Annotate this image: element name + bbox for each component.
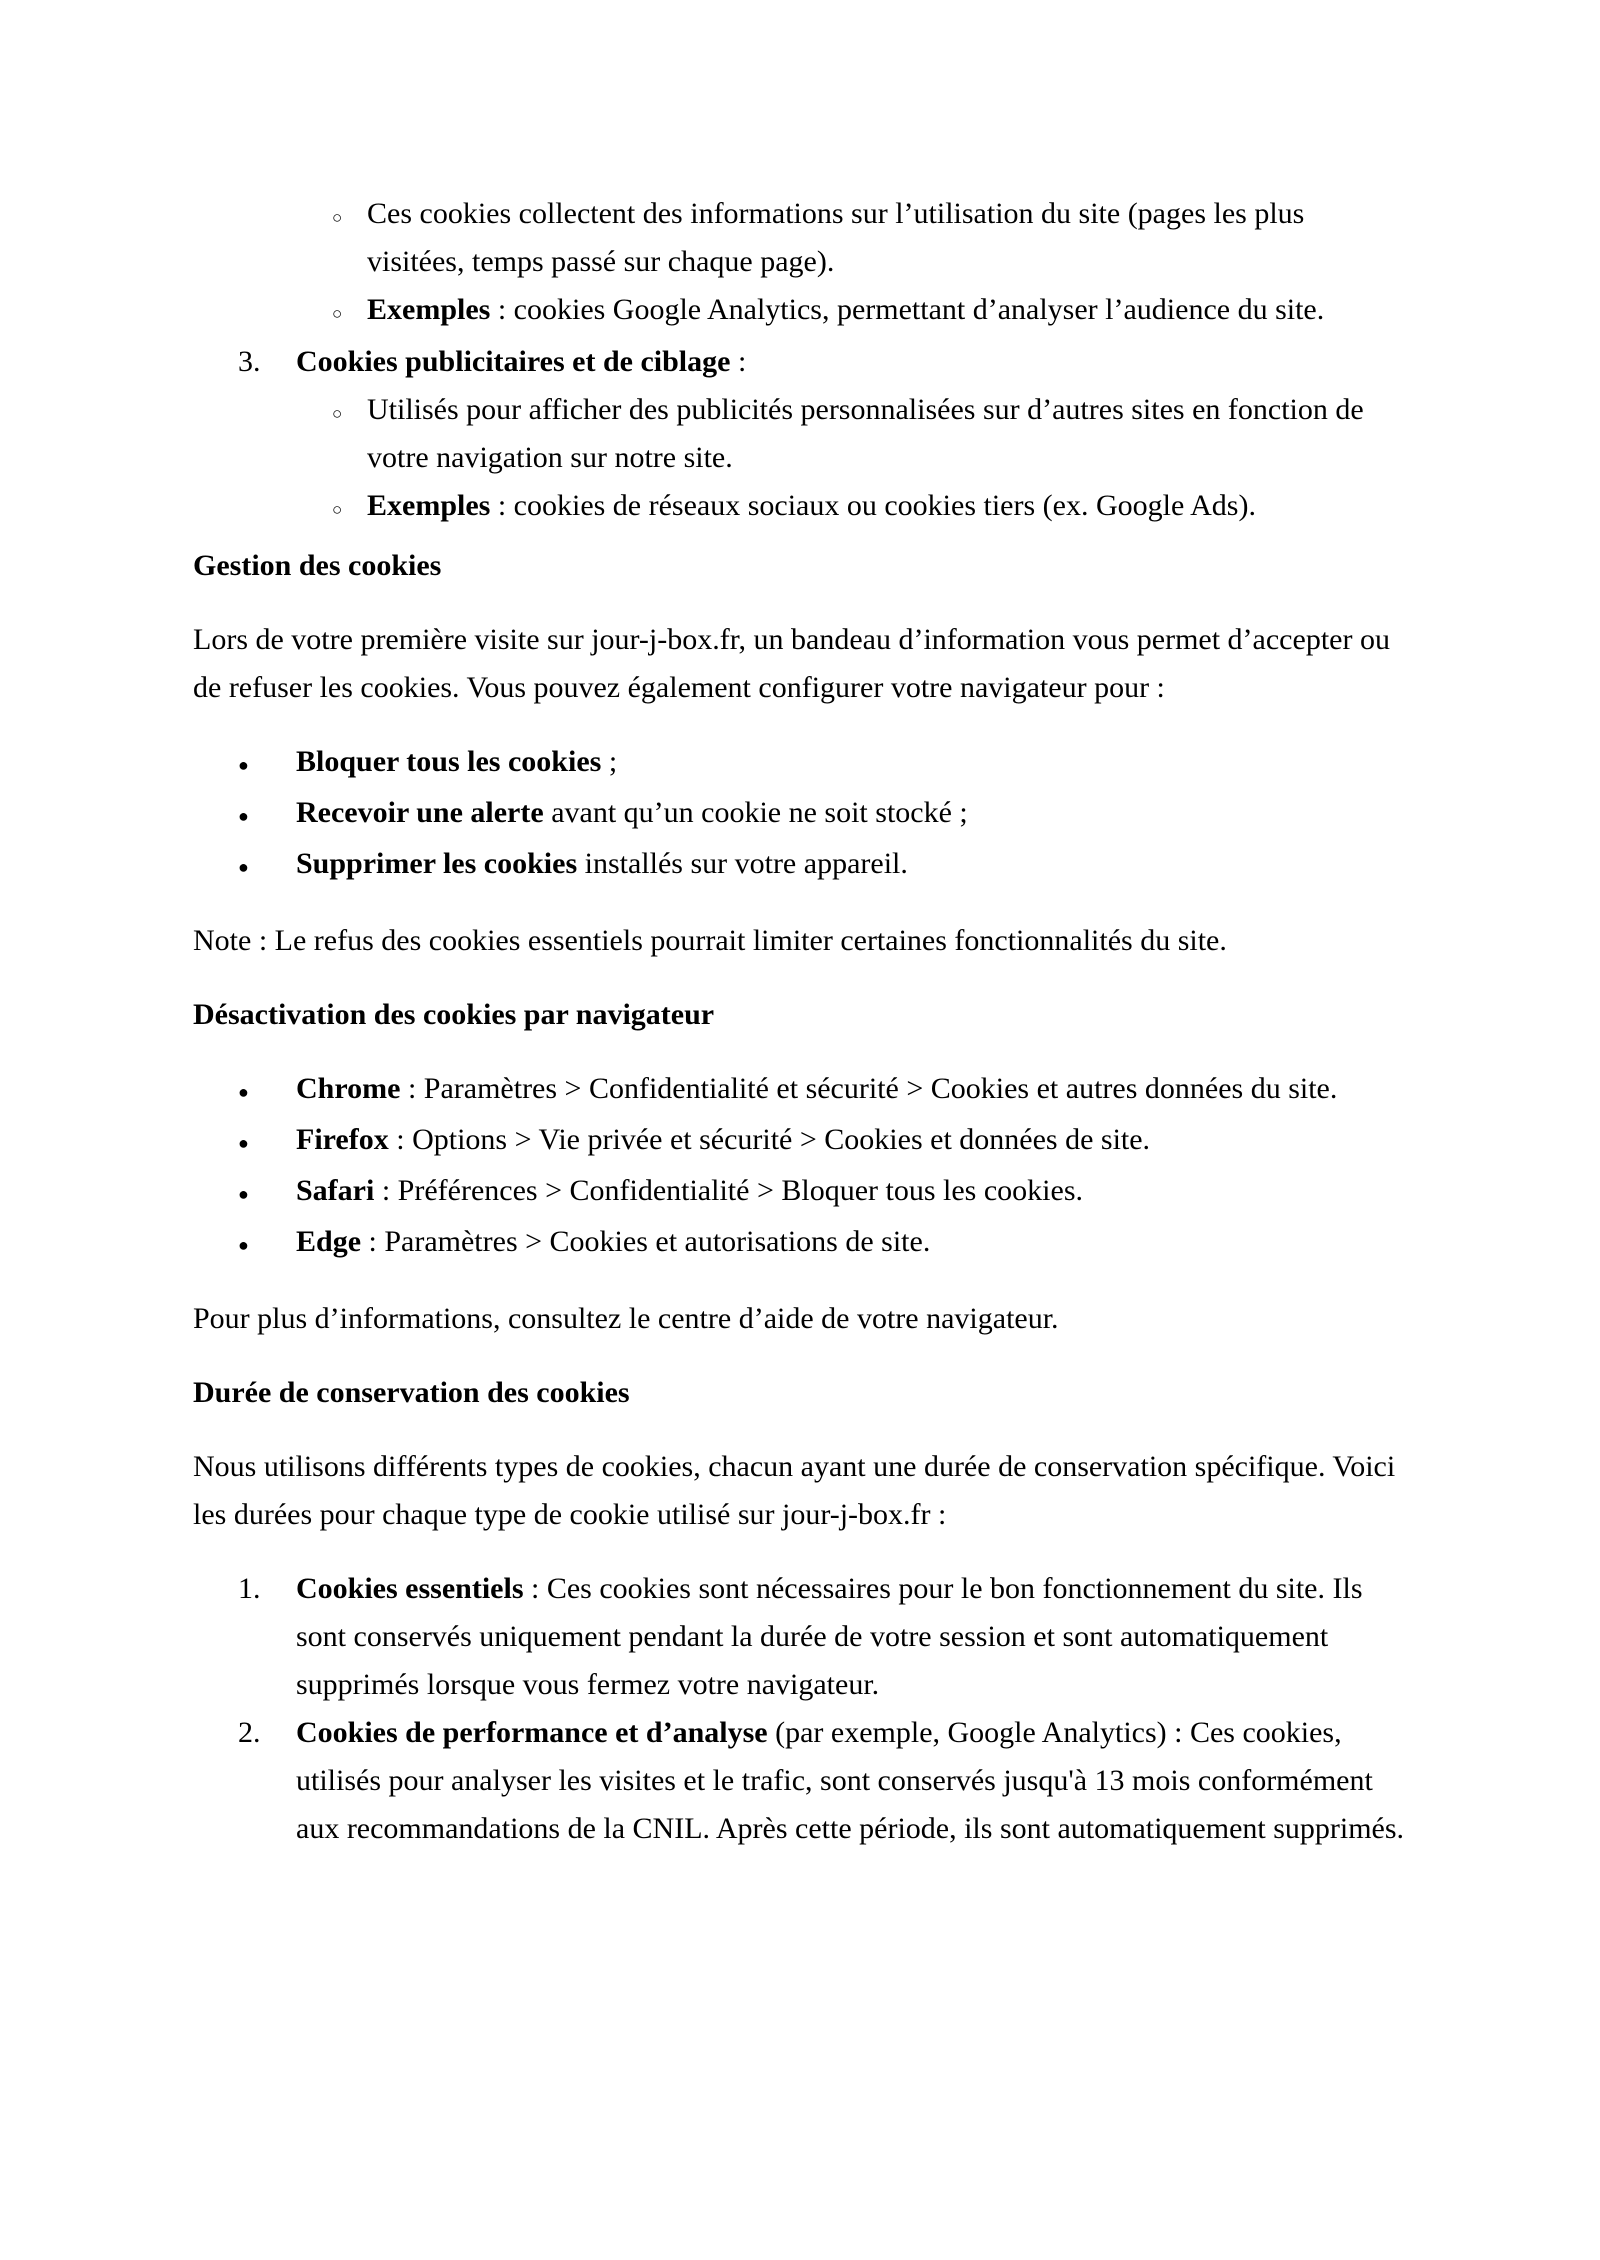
- numbered-item-heading: [296, 338, 1407, 386]
- disc-bullet-marker: ●: [238, 857, 249, 877]
- list-item-rest: Utilisés pour afficher des publicités personnalisées sur d’autres sites en fonction de votre navigation sur notre site.: [367, 393, 1364, 474]
- list-item-firefox: [193, 1116, 1407, 1167]
- numbered-item-3: [193, 338, 1407, 534]
- disc-bullet-marker: ●: [238, 1133, 249, 1153]
- list-item-edge: [193, 1218, 1407, 1269]
- bullet-list-navigator-config: [193, 738, 1407, 891]
- list-item-text: [367, 286, 1407, 334]
- list-item-bold: Supprimer les cookies: [296, 847, 578, 880]
- list-item-text: [367, 190, 1407, 286]
- list-item-bold: Recevoir une alerte: [296, 796, 544, 829]
- circle-bullet-marker: ○: [332, 404, 343, 423]
- circle-bullet-marker: ○: [332, 500, 343, 519]
- numbered-list-cookie-types: [193, 338, 1407, 534]
- list-item-rest: installés sur votre appareil.: [577, 847, 908, 880]
- paragraph-note: Note : Le refus des cookies essentiels pourrait limiter certaines fonctionnalités du site.: [193, 924, 1227, 957]
- list-item-bold: Edge: [296, 1225, 362, 1258]
- sub-bullet-list-performance: [193, 190, 1407, 338]
- list-item-text: [296, 1565, 1407, 1709]
- number-marker: 1.: [238, 1572, 261, 1605]
- list-item-rest: : cookies de réseaux sociaux ou cookies tiers (ex. Google Ads).: [490, 489, 1256, 522]
- list-item-rest: : Options > Vie privée et sécurité > Cookies et données de site.: [388, 1123, 1151, 1156]
- list-item-bold: Cookies essentiels: [296, 1572, 524, 1605]
- list-item-bold: Exemples: [367, 293, 491, 326]
- list-item-text: [296, 738, 1407, 786]
- number-marker: 3.: [238, 345, 261, 378]
- numbered-list-duree: [193, 1565, 1407, 1853]
- list-item-bold: Exemples: [367, 489, 491, 522]
- number-marker: 2.: [238, 1716, 261, 1749]
- list-item-rest: : Ces cookies sont nécessaires pour le bon fonctionnement du site. Ils sont conservés uniquement pendant la durée de votre session et sont automatiquement supprimés lorsque vous fermez votre navigateur.: [296, 1572, 1363, 1701]
- disc-bullet-marker: ●: [238, 755, 249, 775]
- list-item-rest: avant qu’un cookie ne soit stocké ;: [543, 796, 968, 829]
- paragraph-help: Pour plus d’informations, consultez le centre d’aide de votre navigateur.: [193, 1302, 1059, 1335]
- list-item-rest: : Paramètres > Cookies et autorisations de site.: [361, 1225, 931, 1258]
- list-item-rest: : cookies Google Analytics, permettant d’analyser l’audience du site.: [490, 293, 1325, 326]
- list-item-text: [296, 1116, 1407, 1164]
- paragraph-gestion: Lors de votre première visite sur jour-j-box.fr, un bandeau d’information vous permet d’accepter ou de refuser les cookies. Vous pouvez également configurer votre navigateur pour :: [193, 623, 1390, 704]
- list-item: [193, 840, 1407, 891]
- paragraph-duree: Nous utilisons différents types de cookies, chacun ayant une durée de conservation spécifique. Voici les durées pour chaque type de cookie utilisé sur jour-j-box.fr :: [193, 1450, 1396, 1531]
- list-item-rest: : Paramètres > Confidentialité et sécurité > Cookies et autres données du site.: [400, 1072, 1338, 1105]
- list-item-rest: (par exemple, Google Analytics) : Ces cookies, utilisés pour analyser les visites et le trafic, sont conservés jusqu'à 13 mois conformément aux recommandations de la CNIL. Après cette période, ils sont automatiquement supprimés.: [296, 1716, 1405, 1845]
- list-item-bold: Firefox: [296, 1123, 389, 1156]
- list-item-bold: Bloquer tous les cookies: [296, 745, 602, 778]
- disc-bullet-marker: ●: [238, 1082, 249, 1102]
- circle-bullet-marker: ○: [332, 304, 343, 323]
- list-item: [193, 190, 1407, 286]
- list-item: [296, 482, 1407, 534]
- sub-bullet-list-ciblage: [296, 386, 1407, 534]
- list-item-rest: Ces cookies collectent des informations sur l’utilisation du site (pages les plus visitées, temps passé sur chaque page).: [367, 197, 1305, 278]
- list-item-text: [296, 1218, 1407, 1266]
- numbered-item-2: [193, 1709, 1407, 1853]
- list-item-text: [367, 386, 1407, 482]
- section-heading-desactivation: Désactivation des cookies par navigateur: [193, 998, 715, 1031]
- section-heading-gestion: Gestion des cookies: [193, 549, 442, 582]
- list-item-text: [367, 482, 1407, 530]
- list-item-bold: Chrome: [296, 1072, 401, 1105]
- list-item-text: [296, 1709, 1407, 1853]
- list-item-text: [296, 1167, 1407, 1215]
- disc-bullet-marker: ●: [238, 806, 249, 826]
- circle-bullet-marker: ○: [332, 208, 343, 227]
- bullet-list-browsers: [193, 1065, 1407, 1269]
- list-item-rest: ;: [601, 745, 618, 778]
- list-item-rest: : Préférences > Confidentialité > Bloquer tous les cookies.: [374, 1174, 1083, 1207]
- section-heading-duree: Durée de conservation des cookies: [193, 1376, 630, 1409]
- list-item: [193, 286, 1407, 338]
- list-item-rest: :: [730, 345, 747, 378]
- list-item: [193, 789, 1407, 840]
- list-item-chrome: [193, 1065, 1407, 1116]
- list-item-text: [296, 338, 1407, 534]
- disc-bullet-marker: ●: [238, 1184, 249, 1204]
- list-item-safari: [193, 1167, 1407, 1218]
- list-item-bold: Cookies de performance et d’analyse: [296, 1716, 768, 1749]
- list-item-bold: Cookies publicitaires et de ciblage: [296, 345, 731, 378]
- list-item-bold: Safari: [296, 1174, 375, 1207]
- disc-bullet-marker: ●: [238, 1235, 249, 1255]
- numbered-item-1: [193, 1565, 1407, 1709]
- list-item-text: [296, 1065, 1407, 1113]
- list-item-text: [296, 789, 1407, 837]
- list-item-text: [296, 840, 1407, 888]
- list-item: [296, 386, 1407, 482]
- list-item: [193, 738, 1407, 789]
